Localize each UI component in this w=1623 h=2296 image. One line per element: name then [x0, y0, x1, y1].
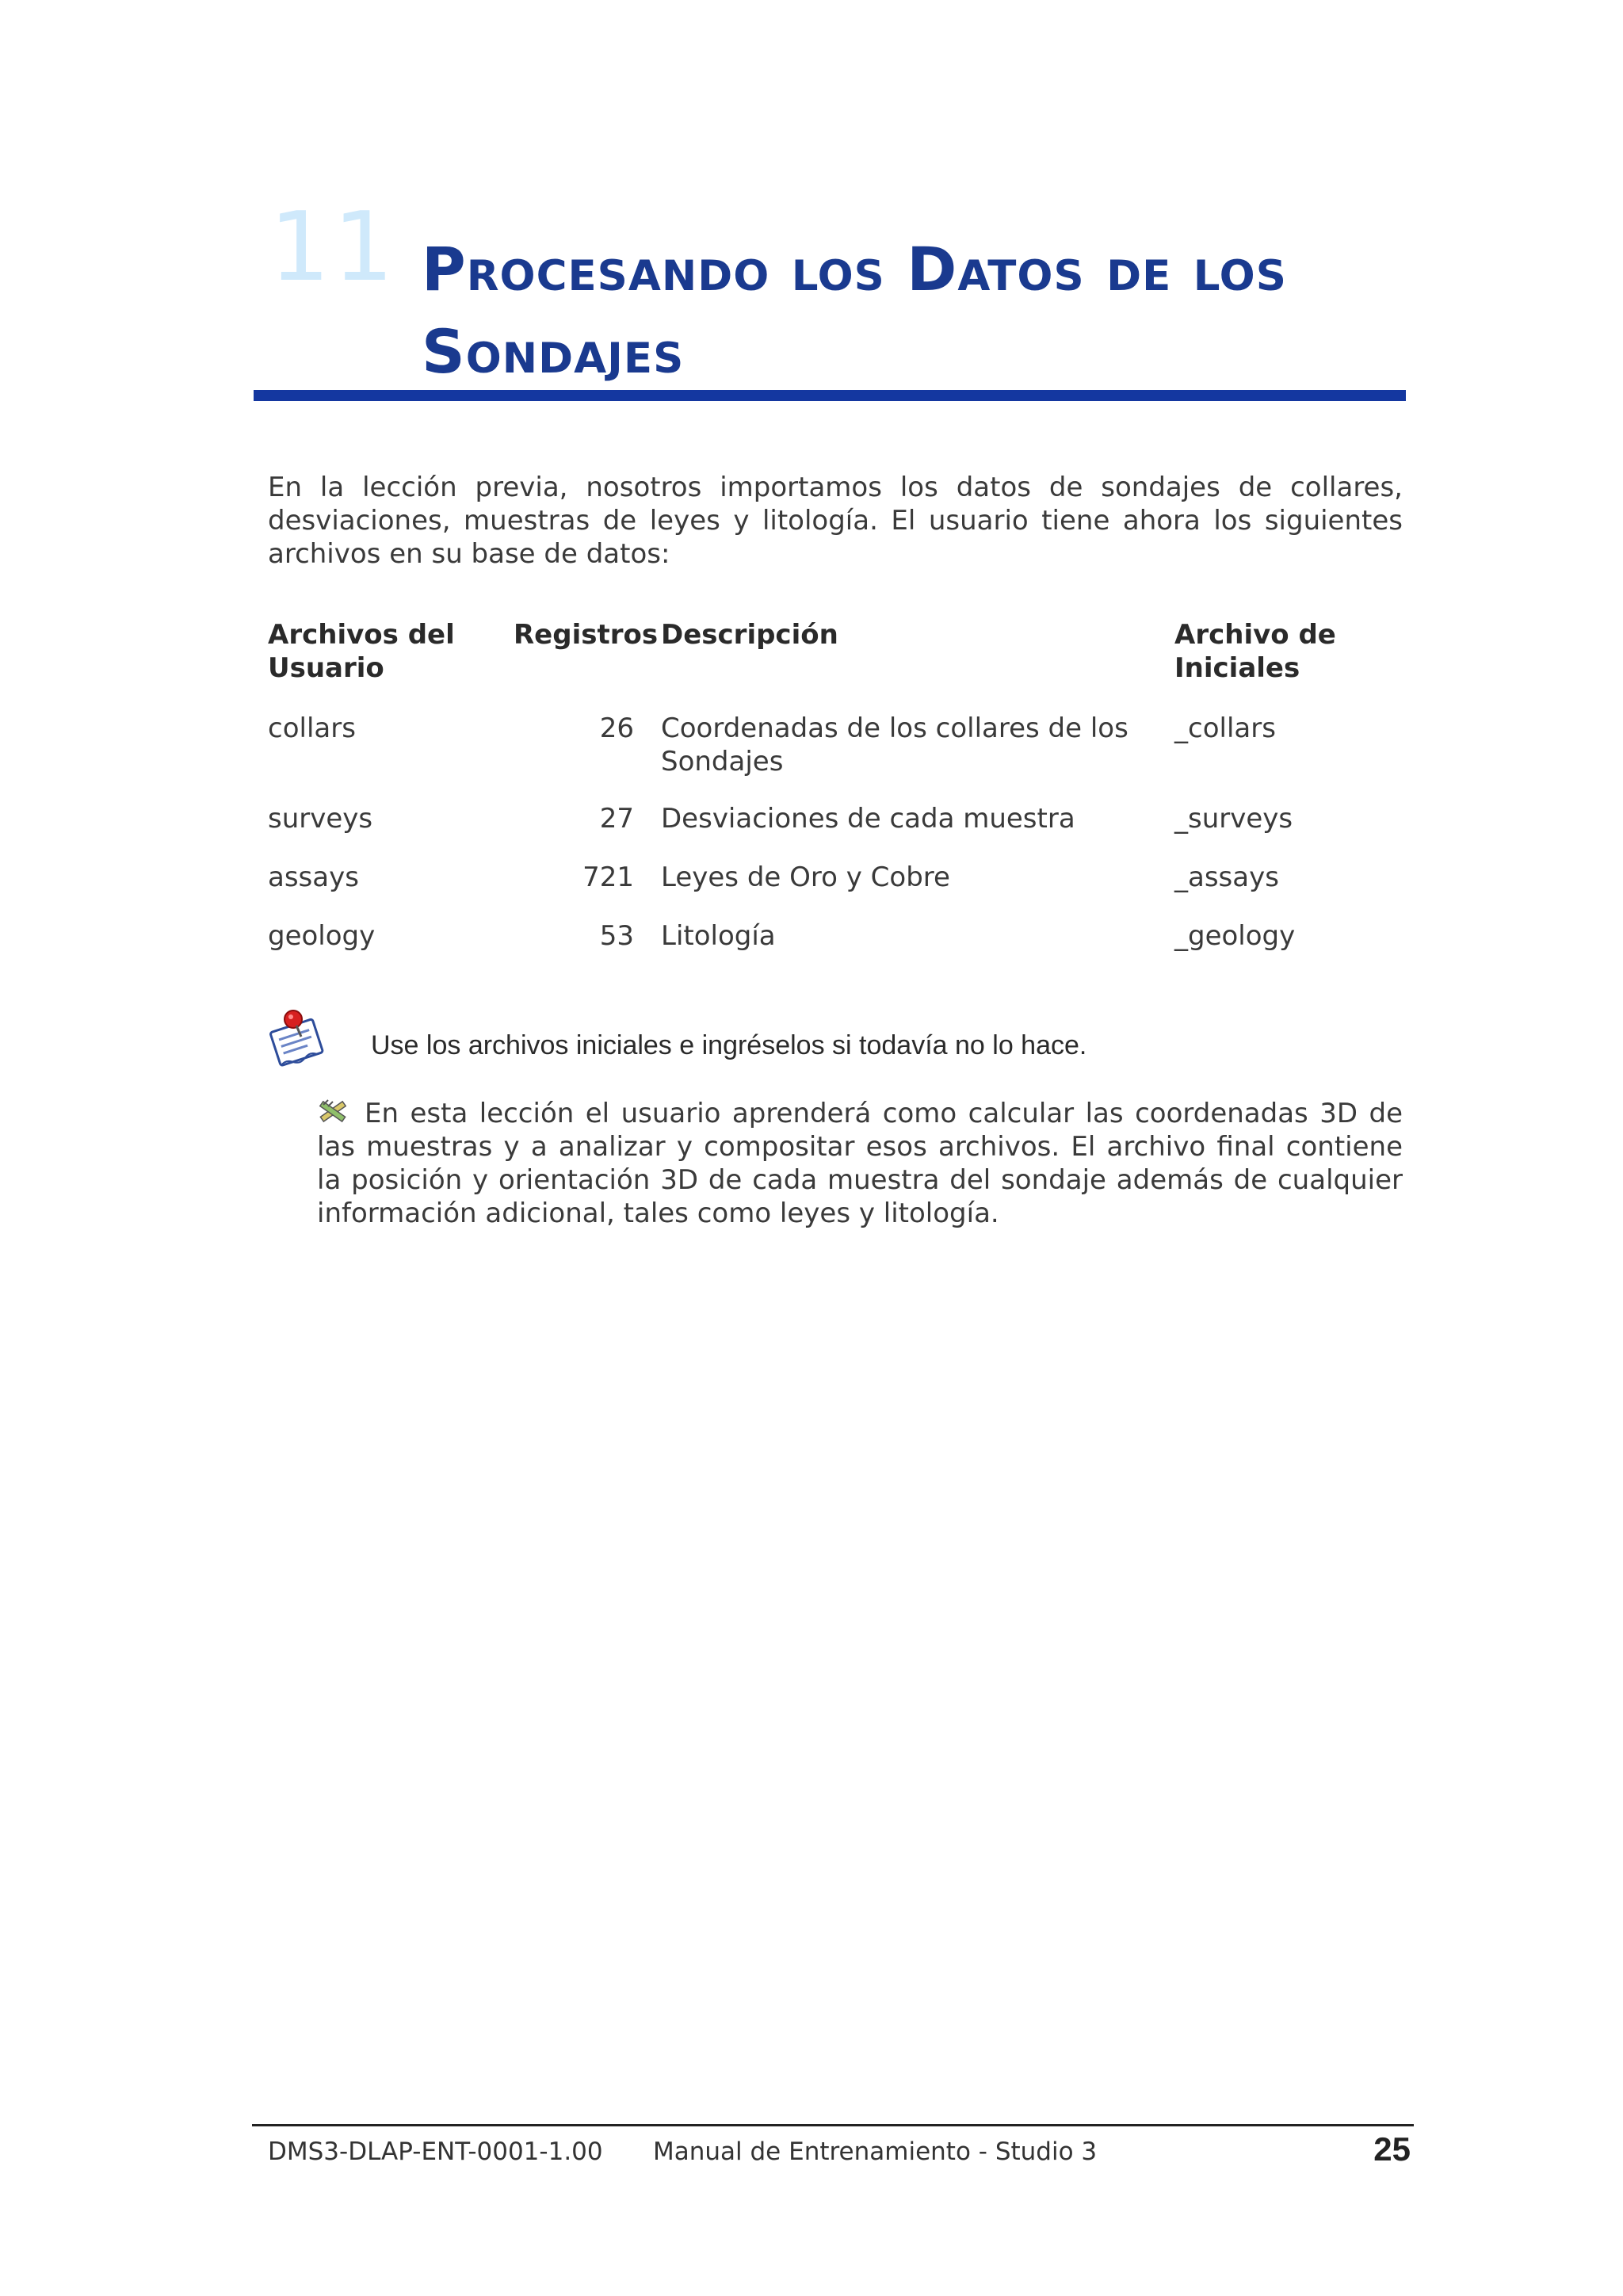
- table-header-row: [268, 618, 1403, 685]
- lesson-text: En esta lección el usuario aprenderá como calcular las coordenadas 3D de las muestras y a analizar y compositar esos archivos. El archivo final contiene la posición y orientación 3D de cada muestra del sondaje además de cualquier información adicional, tales como leyes y litología.: [317, 1098, 1403, 1229]
- cell-description: Litología: [661, 920, 776, 952]
- cell-description: Coordenadas de los collares de los Sondajes: [661, 712, 1128, 777]
- table-row: [268, 802, 1403, 869]
- title-divider: [254, 390, 1406, 401]
- header-description: Descripción: [661, 619, 838, 651]
- tools-icon: [317, 1097, 349, 1125]
- table-row: [268, 861, 1403, 927]
- chapter-title: Procesando los Datos de los Sondajes: [422, 234, 1287, 387]
- footer-doc-code: DMS3-DLAP-ENT-0001-1.00: [268, 2137, 603, 2166]
- cell-initial-file: _collars: [1174, 712, 1276, 744]
- header-records: Registros: [514, 619, 659, 651]
- chapter-number: 11: [269, 193, 397, 303]
- footer-divider: [252, 2124, 1414, 2126]
- cell-file-name: surveys: [268, 803, 373, 835]
- table-row: [268, 919, 1403, 986]
- header-user-files-line1: Archivos del: [268, 619, 455, 651]
- cell-records: 27: [599, 803, 634, 835]
- table-row: [268, 712, 1403, 778]
- header-initial-file: [1174, 618, 1412, 685]
- header-user-files-line2: Usuario: [268, 652, 384, 684]
- intro-paragraph: En la lección previa, nosotros importamos los datos de sondajes de collares, desviaciones, muestras de leyes y litología. El usuario tiene ahora los siguientes archivos en su base de datos:: [268, 472, 1403, 570]
- cell-description: Leyes de Oro y Cobre: [661, 861, 950, 893]
- cell-initial-file: _surveys: [1174, 803, 1293, 835]
- cell-file-name: assays: [268, 861, 359, 893]
- cell-initial-file: _geology: [1174, 920, 1296, 952]
- header-initial-file-line2: Iniciales: [1174, 652, 1300, 684]
- note-text: Use los archivos iniciales e ingréselos si todavía no lo hace.: [371, 1030, 1087, 1060]
- header-initial-file-line1: Archivo de: [1174, 619, 1336, 651]
- pinned-note-icon: [266, 1007, 333, 1070]
- cell-description: Desviaciones de cada muestra: [661, 803, 1075, 835]
- header-user-files: [268, 618, 506, 685]
- page-number: 25: [1373, 2130, 1411, 2168]
- lesson-paragraph: [317, 1097, 1403, 1230]
- cell-file-name: geology: [268, 920, 376, 952]
- cell-records: 26: [599, 712, 634, 744]
- cell-records: 721: [582, 861, 634, 893]
- cell-records: 53: [599, 920, 634, 952]
- footer-manual-title: Manual de Entrenamiento - Studio 3: [653, 2137, 1098, 2166]
- cell-initial-file: _assays: [1174, 861, 1279, 893]
- cell-file-name: collars: [268, 712, 356, 744]
